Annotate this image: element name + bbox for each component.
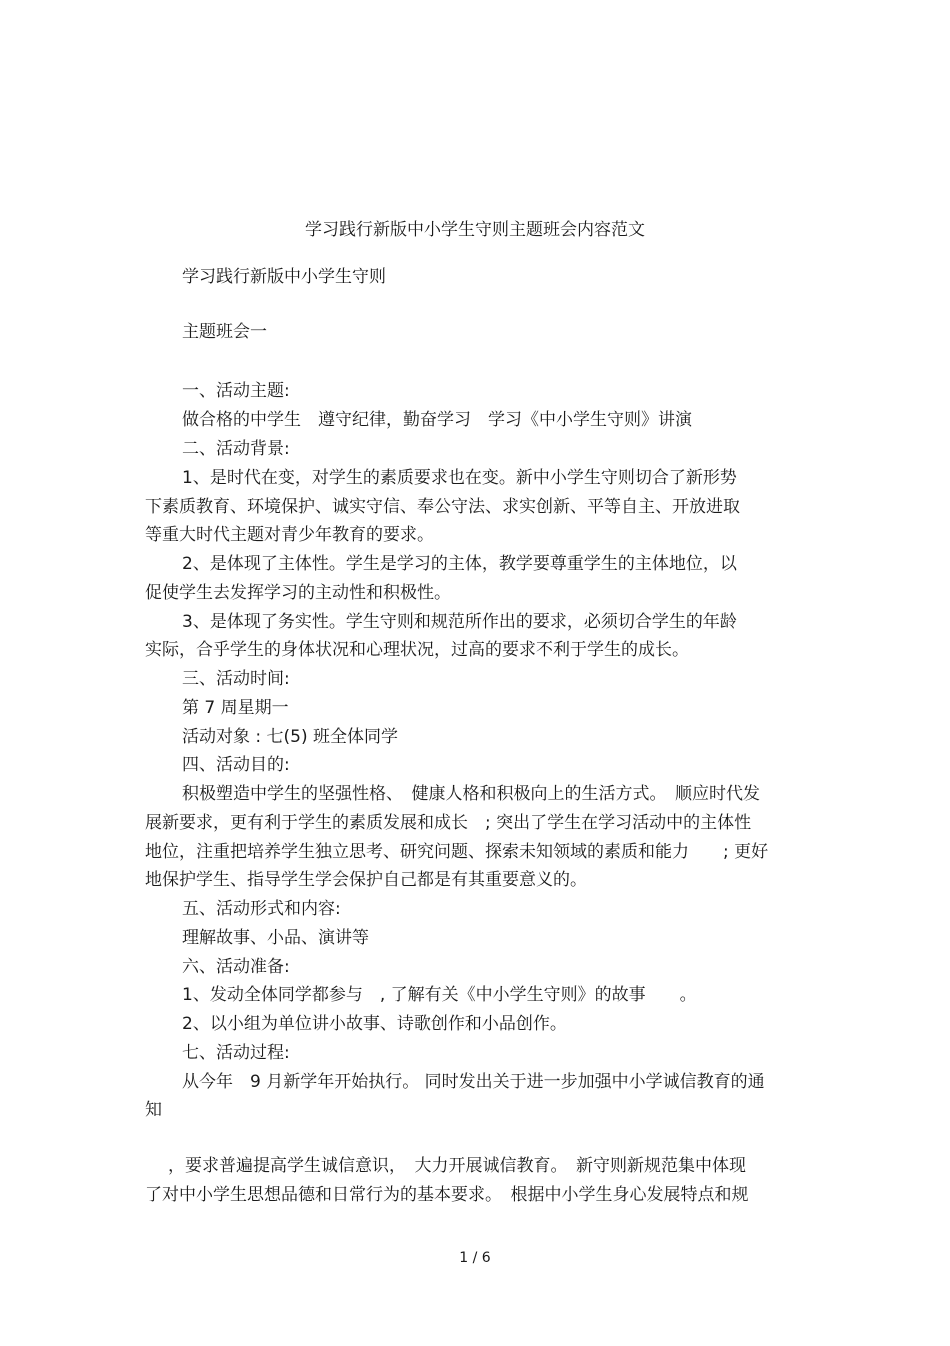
paragraph-line: 第 7 周星期一 (182, 698, 289, 718)
subtitle: 学习践行新版中小学生守则 (182, 267, 386, 287)
paragraph-line: 从今年 9 月新学年开始执行。 同时发出关于进一步加强中小学诚信教育的通 (182, 1072, 765, 1092)
paragraph-line: 积极塑造中学生的坚强性格、 健康人格和积极向上的生活方式。 顺应时代发 (182, 784, 760, 804)
section-heading: 三、活动时间: (182, 669, 290, 689)
paragraph-line: ，要求普遍提高学生诚信意识， 大力开展诚信教育。 新守则新规范集中体现 (168, 1156, 746, 1176)
paragraph-line: 等重大时代主题对青少年教育的要求。 (145, 525, 434, 545)
paragraph-line: 促使学生去发挥学习的主动性和积极性。 (145, 583, 451, 603)
page-number: 1 / 6 (459, 1250, 491, 1266)
section-heading: 二、活动背景: (182, 439, 290, 459)
section-heading: 六、活动准备: (182, 957, 290, 977)
paragraph-line: 1、发动全体同学都参与 , 了解有关《中小学生守则》的故事 。 (182, 985, 697, 1005)
paragraph-line: 展新要求，更有利于学生的素质发展和成长 ; 突出了学生在学习活动中的主体性 (145, 813, 752, 833)
section-heading: 七、活动过程: (182, 1043, 290, 1063)
section-heading: 五、活动形式和内容: (182, 899, 341, 919)
section-heading: 一、活动主题: (182, 381, 290, 401)
paragraph-line: 2、以小组为单位讲小故事、诗歌创作和小品创作。 (182, 1014, 567, 1034)
paragraph-line: 活动对象 : 七(5) 班全体同学 (182, 727, 399, 747)
paragraph-line: 地保护学生、指导学生学会保护自己都是有其重要意义的。 (145, 870, 587, 890)
paragraph-line: 了对中小学生思想品德和日常行为的基本要求。 根据中小学生身心发展特点和规 (145, 1185, 749, 1205)
paragraph-line: 2、是体现了主体性。学生是学习的主体，教学要尊重学生的主体地位，以 (182, 554, 737, 574)
paragraph-line: 知 (145, 1100, 162, 1120)
subtitle-session: 主题班会一 (182, 322, 267, 342)
paragraph-line: 实际，合乎学生的身体状况和心理状况，过高的要求不利于学生的成长。 (145, 640, 689, 660)
document-title: 学习践行新版中小学生守则主题班会内容范文 (305, 220, 645, 240)
paragraph-line: 做合格的中学生 遵守纪律，勤奋学习 学习《中小学生守则》讲演 (182, 410, 692, 430)
section-heading: 四、活动目的: (182, 755, 290, 775)
paragraph-line: 1、是时代在变，对学生的素质要求也在变。新中小学生守则切合了新形势 (182, 468, 737, 488)
paragraph-line: 地位，注重把培养学生独立思考、研究问题、探索未知领域的素质和能力 ; 更好 (145, 842, 769, 862)
paragraph-line: 理解故事、小品、演讲等 (182, 928, 369, 948)
paragraph-line: 下素质教育、环境保护、诚实守信、奉公守法、求实创新、平等自主、开放进取 (145, 497, 740, 517)
paragraph-line: 3、是体现了务实性。学生守则和规范所作出的要求，必须切合学生的年龄 (182, 612, 737, 632)
